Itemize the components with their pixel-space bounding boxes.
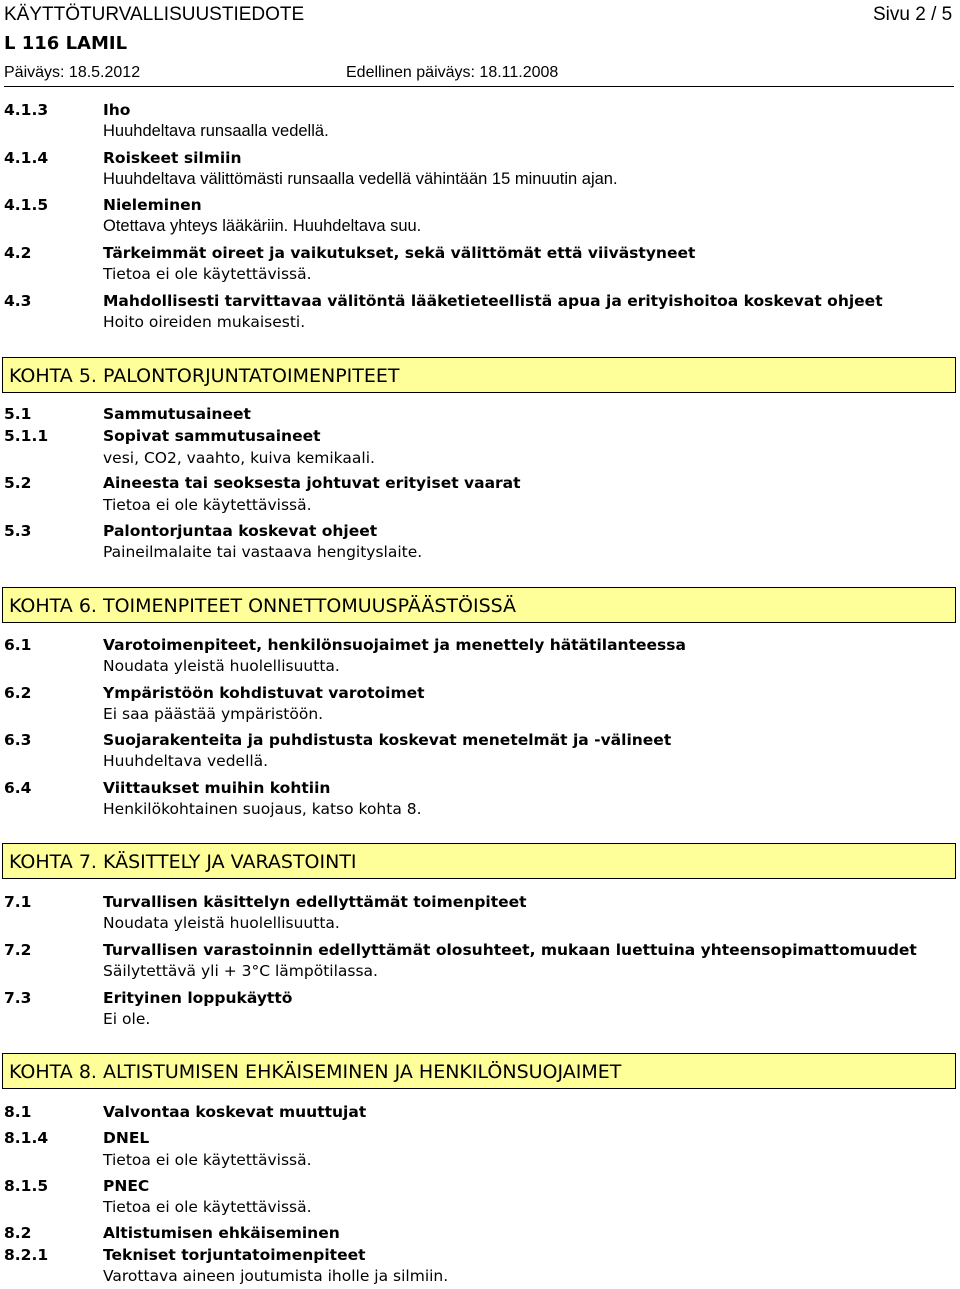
item-number: 8.2 [4, 1224, 32, 1242]
item-text: Ei ole. [103, 1010, 151, 1028]
item-number: 5.1.1 [4, 427, 49, 445]
item-number: 7.3 [4, 989, 32, 1007]
item-text: Huuhdeltava runsaalla vedellä. [103, 122, 329, 140]
item-text: Varottava aineen joutumista iholle ja silmiin. [103, 1267, 449, 1285]
item-title: Suojarakenteita ja puhdistusta koskevat menetelmät ja -välineet [103, 731, 672, 749]
item-title: Erityinen loppukäyttö [103, 989, 293, 1007]
section-heading-text: KOHTA 6. TOIMENPITEET ONNETTOMUUSPÄÄSTÖISSÄ [9, 595, 517, 617]
item-number: 4.1.3 [4, 101, 49, 119]
item-title: Mahdollisesti tarvittavaa välitöntä lääketieteellistä apua ja erityishoitoa koskevat ohjeet [103, 292, 883, 310]
item-text: Tietoa ei ole käytettävissä. [103, 265, 312, 283]
item-text: Noudata yleistä huolellisuutta. [103, 657, 340, 675]
item-title: Altistumisen ehkäiseminen [103, 1224, 340, 1242]
item-title: Sopivat sammutusaineet [103, 427, 321, 445]
item-title: Aineesta tai seoksesta johtuvat erityiset vaarat [103, 474, 521, 492]
item-title: Turvallisen varastoinnin edellyttämät olosuhteet, mukaan luettuina yhteensopimattomuudet [103, 941, 917, 959]
previous-date: Edellinen päiväys: 18.11.2008 [346, 64, 559, 81]
item-text: Henkilökohtainen suojaus, katso kohta 8. [103, 800, 422, 818]
item-number: 5.2 [4, 474, 32, 492]
section-8-heading [2, 1053, 956, 1089]
item-number: 4.3 [4, 292, 32, 310]
item-title: Iho [103, 101, 131, 119]
item-text: Huuhdeltava vedellä. [103, 752, 269, 770]
item-title: Nieleminen [103, 196, 202, 214]
item-title: Sammutusaineet [103, 405, 251, 423]
item-text: Säilytettävä yli + 3°C lämpötilassa. [103, 962, 378, 980]
item-number: 4.2 [4, 244, 32, 262]
item-number: 5.3 [4, 522, 32, 540]
item-number: 4.1.4 [4, 149, 49, 167]
section-heading-text: KOHTA 5. PALONTORJUNTATOIMENPITEET [9, 365, 400, 387]
section-6-heading [2, 587, 956, 623]
item-title: Turvallisen käsittelyn edellyttämät toimenpiteet [103, 893, 527, 911]
section-heading-text: KOHTA 8. ALTISTUMISEN EHKÄISEMINEN JA HENKILÖNSUOJAIMET [9, 1061, 622, 1083]
section-5-heading [2, 357, 956, 393]
item-text: Hoito oireiden mukaisesti. [103, 313, 306, 331]
item-text: Tietoa ei ole käytettävissä. [103, 496, 312, 514]
item-number: 8.2.1 [4, 1246, 49, 1264]
item-number: 5.1 [4, 405, 32, 423]
item-number: 6.4 [4, 779, 32, 797]
item-number: 4.1.5 [4, 196, 49, 214]
issue-date: Päiväys: 18.5.2012 [4, 64, 141, 81]
item-title: Palontorjuntaa koskevat ohjeet [103, 522, 378, 540]
section-7-heading [2, 843, 956, 879]
item-text: Ei saa päästää ympäristöön. [103, 705, 324, 723]
item-text: Huuhdeltava välittömästi runsaalla vedellä vähintään 15 minuutin ajan. [103, 170, 618, 188]
item-title: PNEC [103, 1177, 150, 1195]
item-text: Paineilmalaite tai vastaava hengityslaite. [103, 543, 423, 561]
item-number: 7.1 [4, 893, 32, 911]
item-title: DNEL [103, 1129, 150, 1147]
item-text: Tietoa ei ole käytettävissä. [103, 1198, 312, 1216]
item-title: Ympäristöön kohdistuvat varotoimet [103, 684, 425, 702]
item-title: Tekniset torjuntatoimenpiteet [103, 1246, 366, 1264]
header-divider [4, 86, 954, 87]
item-number: 6.3 [4, 731, 32, 749]
item-text: Otettava yhteys lääkäriin. Huuhdeltava suu. [103, 217, 422, 235]
product-name: L 116 LAMIL [4, 33, 128, 54]
item-title: Valvontaa koskevat muuttujat [103, 1103, 367, 1121]
page-number: Sivu 2 / 5 [873, 4, 953, 25]
item-title: Viittaukset muihin kohtiin [103, 779, 331, 797]
section-heading-text: KOHTA 7. KÄSITTELY JA VARASTOINTI [9, 851, 357, 873]
item-title: Tärkeimmät oireet ja vaikutukset, sekä välittömät että viivästyneet [103, 244, 696, 262]
item-number: 6.2 [4, 684, 32, 702]
item-text: Tietoa ei ole käytettävissä. [103, 1151, 312, 1169]
item-title: Roiskeet silmiin [103, 149, 242, 167]
item-number: 7.2 [4, 941, 32, 959]
item-number: 8.1.5 [4, 1177, 49, 1195]
item-number: 8.1.4 [4, 1129, 49, 1147]
document-title: KÄYTTÖTURVALLISUUSTIEDOTE [4, 4, 305, 25]
item-text: Noudata yleistä huolellisuutta. [103, 914, 340, 932]
item-number: 8.1 [4, 1103, 32, 1121]
item-text: vesi, CO2, vaahto, kuiva kemikaali. [103, 449, 375, 467]
item-title: Varotoimenpiteet, henkilönsuojaimet ja menettely hätätilanteessa [103, 636, 686, 654]
item-number: 6.1 [4, 636, 32, 654]
